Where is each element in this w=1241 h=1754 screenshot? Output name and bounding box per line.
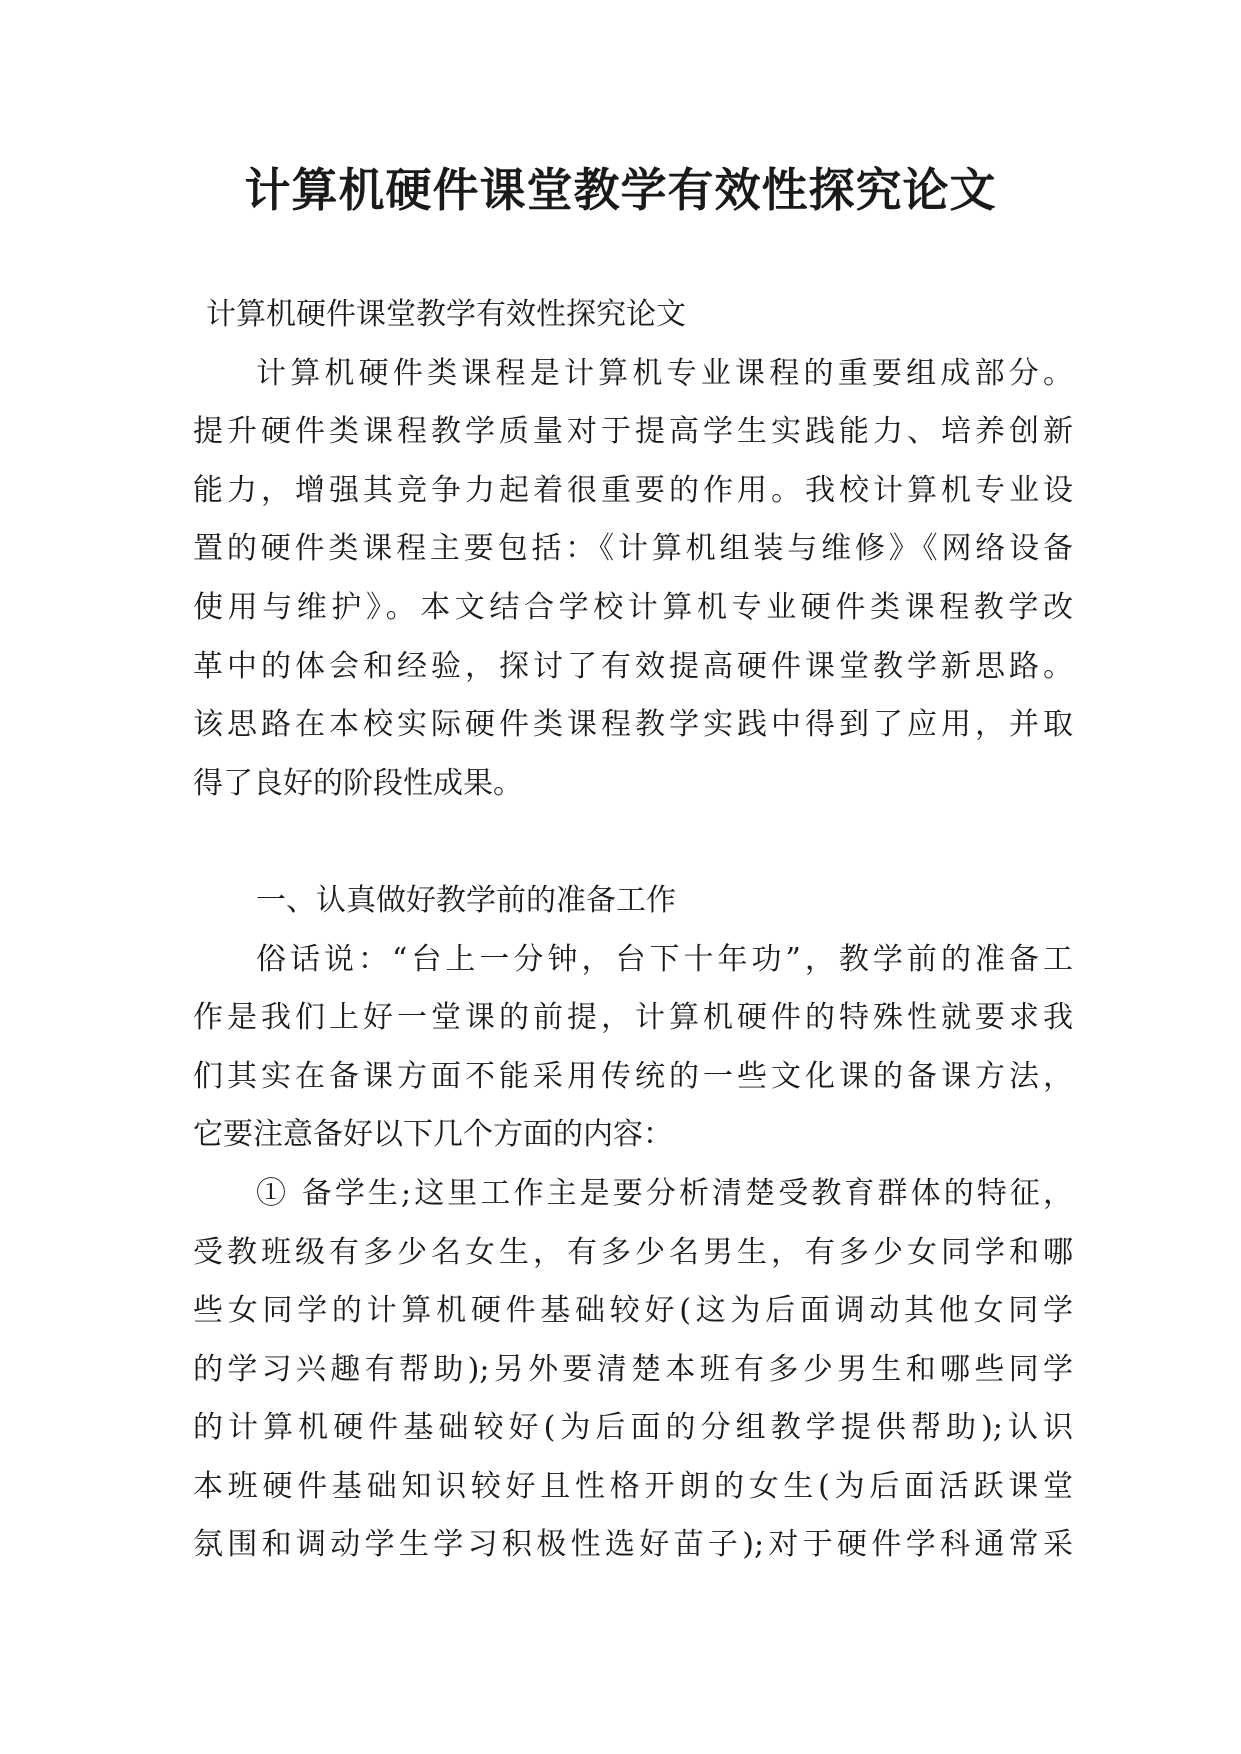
paragraph-line: 的学习兴趣有帮助);另外要清楚本班有多少男生和哪些同学 (193, 1351, 1073, 1387)
paragraph-spacer (193, 813, 1073, 872)
paragraph-line: 些女同学的计算机硬件基础较好(这为后面调动其他女同学 (193, 1293, 1073, 1329)
paragraph-line: 能力，增强其竞争力起着很重要的作用。我校计算机专业设 (193, 472, 1073, 508)
section-heading: 一、认真做好教学前的准备工作 (256, 882, 676, 918)
document-subtitle: 计算机硬件课堂教学有效性探究论文 (206, 297, 686, 332)
paragraph-line: 革中的体会和经验，探讨了有效提高硬件课堂教学新思路。 (193, 648, 1073, 684)
paragraph-line: 提升硬件类课程教学质量对于提高学生实践能力、培养创新 (193, 414, 1073, 450)
paragraph-line: 受教班级有多少名女生，有多少名男生，有多少女同学和哪 (193, 1234, 1073, 1270)
paragraph-line: 得了良好的阶段性成果。 (193, 765, 523, 801)
paragraph-line: 计算机硬件类课程是计算机专业课程的重要组成部分。 (256, 355, 1073, 391)
paragraph-line: 俗话说：“台上一分钟，台下十年功”，教学前的准备工 (256, 941, 1073, 977)
paragraph-line: 该思路在本校实际硬件类课程教学实践中得到了应用，并取 (193, 707, 1073, 743)
paragraph-line: 们其实在备课方面不能采用传统的一些文化课的备课方法， (193, 1058, 1073, 1094)
document-body (193, 286, 1073, 1575)
paragraph-line: 置的硬件类课程主要包括：《计算机组装与维修》《网络设备 (193, 531, 1073, 567)
document-title: 计算机硬件课堂教学有效性探究论文 (244, 163, 997, 217)
paragraph-line: 氛围和调动学生学习积极性选好苗子);对于硬件学科通常采 (193, 1527, 1073, 1563)
paragraph-line: 它要注意备好以下几个方面的内容： (193, 1117, 673, 1153)
paragraph-line: 作是我们上好一堂课的前提，计算机硬件的特殊性就要求我 (193, 1000, 1073, 1036)
paragraph-line: 的计算机硬件基础较好(为后面的分组教学提供帮助);认识 (193, 1410, 1073, 1446)
paragraph-line: 使用与维护》。本文结合学校计算机专业硬件类课程教学改 (193, 589, 1073, 625)
paragraph-line: 本班硬件基础知识较好且性格开朗的女生(为后面活跃课堂 (193, 1468, 1073, 1504)
list-item-line: ① 备学生;这里工作主是要分析清楚受教育群体的特征， (256, 1175, 1073, 1211)
